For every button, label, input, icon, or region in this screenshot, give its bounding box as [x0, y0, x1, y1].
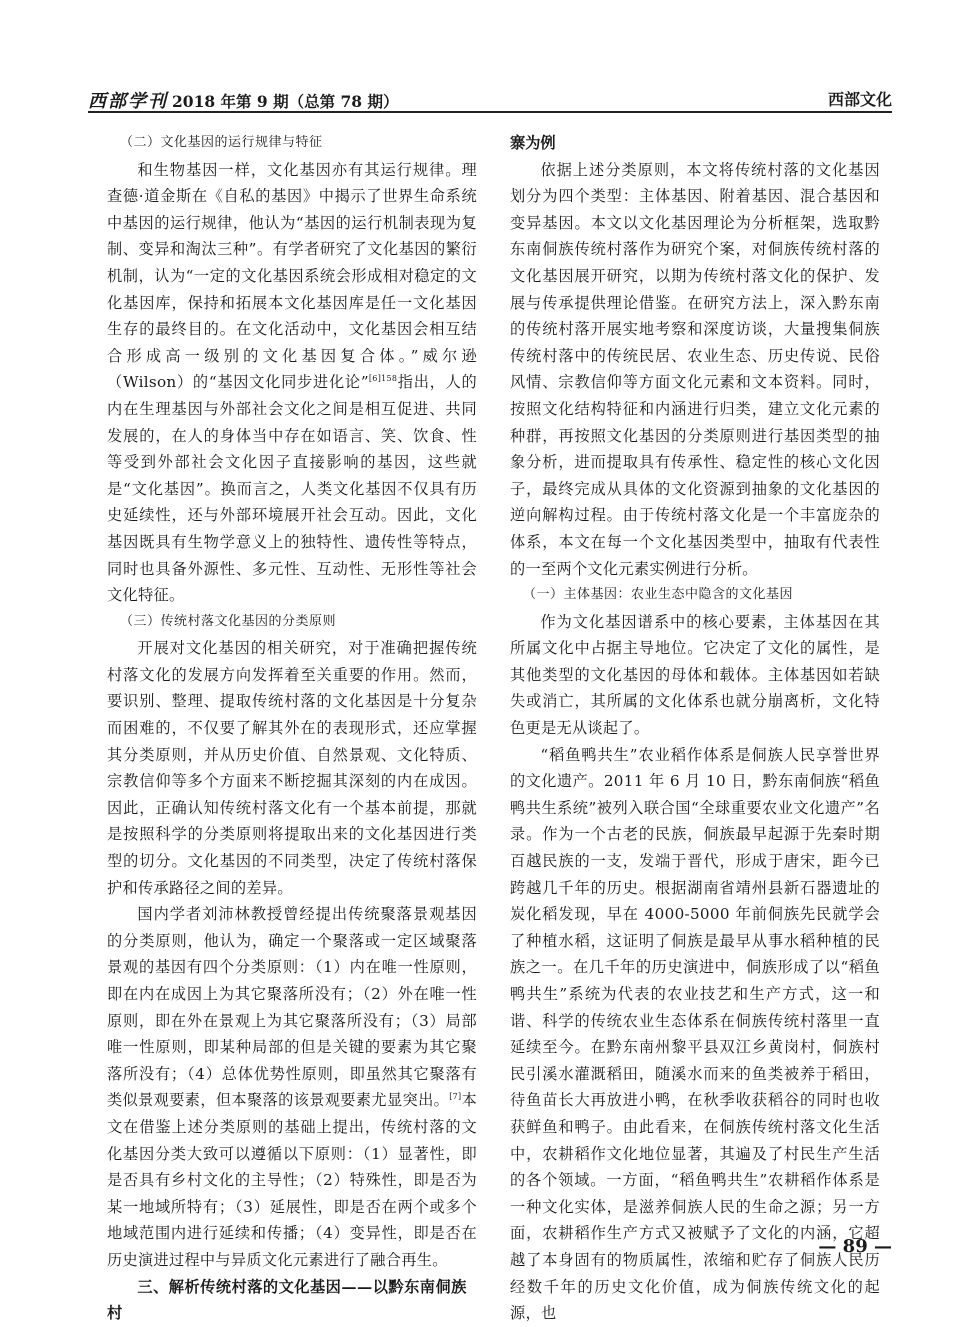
issue-label: 2018 年第 9 期（总第 78 期） [172, 92, 399, 111]
right-column [510, 130, 880, 1327]
section-title: 西部文化 [827, 90, 892, 109]
left-column [107, 130, 477, 1327]
header-rule [88, 111, 892, 113]
paragraph-text: 和生物基因一样，文化基因亦有其运行规律。理查德·道金斯在《自私的基因》中揭示了世界生命系统中基因的运行规律，他认为“基因的运行机制表现为复制、变异和淘汰三种”。有学者研究了文化基因的繁衍机制，认为“一定的文化基因系统会形成相对稳定的文化基因库，保持和拓展本文化基因库是任一文化基因生存的最终目的。在文化活动中，文化基因会相互结合形成高一级别的文化基因复合体。”威尔逊（Wilson）的“基因文化同步进化论” [107, 160, 477, 392]
citation-ref: [6]158 [368, 374, 398, 384]
paragraph: 开展对文化基因的相关研究，对于准确把握传统村落文化的发展方向发挥着至关重要的作用。然而，要识别、整理、提取传统村落的文化基因是十分复杂而困难的，不仅要了解其外在的表现形式，还应掌握其分类原则，并从历史价值、自然景观、文化特质、宗教信仰等多个方面来不断挖掘其深刻的内在成因。因此，正确认知传统村落文化有一个基本前提，那就是按照科学的分类原则将提取出来的文化基因进行类型的切分。文化基因的不同类型，决定了传统村落保护和传承路径之间的差异。 [107, 639, 477, 897]
paragraph-text: 国内学者刘沛林教授曾经提出传统聚落景观基因的分类原则，他认为，确定一个聚落或一定区域聚落景观的基因有四个分类原则：（1）内在唯一性原则，即在内在成因上为其它聚落所没有；（2）外在唯一性原则，即在外在景观上为其它聚落所没有；（3）局部唯一性原则，即某种局部的但是关键的要素为其它聚落所没有；（4）总体优势性原则，即虽然其它聚落有类似景观要素，但本聚落的该景观要素尤显突出。 [107, 905, 477, 1110]
page-header [88, 85, 892, 117]
section-heading: 三、解析传统村落的文化基因——以黔东南侗族村 [107, 1277, 467, 1323]
paragraph-text: 本文在借鉴上述分类原则的基础上提出，传统村落的文化基因分类大致可以遵循以下原则：（1）显著性，即是否具有乡村文化的主导性；（2）特殊性，即是否为某一地域所特有；（3）延展性，即是否在两个或多个地域范围内进行延续和传播；（4）变异性，即是否在历史演进过程中与异质文化元素进行了融合再生。 [107, 1091, 477, 1269]
page-number: — 89 — [818, 1236, 892, 1257]
citation-ref: [7] [449, 1092, 462, 1102]
paragraph-text: 指出，人的内在生理基因与外部社会文化之间是相互促进、共同发展的，在人的身体当中存在如语言、笑、饮食、性等受到外部社会文化因子直接影响的基因，这些就是“文化基因”。换而言之，人类文化基因不仅具有历史延续性，还与外部环境展开社会互动。因此，文化基因既具有生物学意义上的独特性、遗传性等特点，同时也具备外源性、多元性、互动性、无形性等社会文化特征。 [107, 373, 477, 605]
paragraph: “稻鱼鸭共生”农业稻作体系是侗族人民享誉世界的文化遗产。2011 年 6 月 10 日，黔东南侗族“稻鱼鸭共生系统”被列入联合国“全球重要农业文化遗产”名录。作为一个古老的民族，侗族最早起源于先秦时期百越民族的一支，发端于晋代，形成于唐宋，距今已跨越几千年的历史。根据湖南省靖州县新石器遗址的炭化稻发现，早在 4000-5000 年前侗族先民就学会了种植水稻，这证明了侗族是最早从事水稻种植的民族之一。在几千年的历史演进中，侗族形成了以“稻鱼鸭共生”系统为代表的农业技艺和生产方式，这一和谐、科学的传统农业生态体系在侗族传统村落里一直延续至今。在黔东南州黎平县双江乡黄岗村，侗族村民引溪水灌溉稻田，随溪水而来的鱼类被养于稻田，待鱼苗长大再放进小鸭，在秋季收获稻谷的同时也收获鲜鱼和鸭子。由此看来，在侗族传统村落文化生活中，农耕稻作文化地位显著，其遍及了村民生产生活的各个领域。一方面，“稻鱼鸭共生”农耕稻作体系是一种文化实体，是滋养侗族人民的生命之源；另一方面，农耕稻作生产方式又被赋予了文化的内涵，它超越了本身固有的物质属性，浓缩和贮存了侗族人民历经数千年的历史文化价值，成为侗族传统文化的起源，也 [510, 745, 880, 1323]
paragraph: 作为文化基因谱系中的核心要素，主体基因在其所属文化中占据主导地位。它决定了文化的属性，是其他类型的文化基因的母体和载体。主体基因如若缺失或消亡，其所属的文化体系也就分崩离析，文化特色更是无从谈起了。 [510, 612, 880, 738]
subsection-heading: （二）文化基因的运行规律与特征 [120, 135, 323, 150]
subsection-heading: （一）主体基因：农业生态中隐含的文化基因 [523, 587, 794, 603]
paragraph [107, 901, 477, 1273]
paragraph [107, 157, 477, 609]
paragraph: 依据上述分类原则，本文将传统村落的文化基因划分为四个类型：主体基因、附着基因、混合基因和变异基因。本文以文化基因理论为分析框架，选取黔东南侗族传统村落作为研究个案，对侗族传统村落的文化基因展开研究，以期为传统村落文化的保护、发展与传承提供理论借鉴。在研究方法上，深入黔东南的传统村落开展实地考察和深度访谈，大量搜集侗族传统村落中的传统民居、农业生态、历史传说、民俗风情、宗教信仰等方面文化元素和文本资料。同时，按照文化结构特征和内涵进行归类，建立文化元素的种群，再按照文化基因的分类原则进行基因类型的抽象分析，进而提取具有传承性、稳定性的核心文化因子，最终完成从具体的文化资源到抽象的文化基因的逆向解构过程。由于传统村落文化是一个丰富庞杂的体系，本文在每一个文化基因类型中，抽取有代表性的一至两个文化元素实例进行分析。 [510, 160, 880, 578]
journal-info [88, 87, 398, 113]
journal-logo: 西部学刊 [88, 91, 168, 112]
section-heading-continued: 寨为例 [510, 134, 556, 152]
subsection-heading: （三）传统村落文化基因的分类原则 [120, 613, 337, 629]
